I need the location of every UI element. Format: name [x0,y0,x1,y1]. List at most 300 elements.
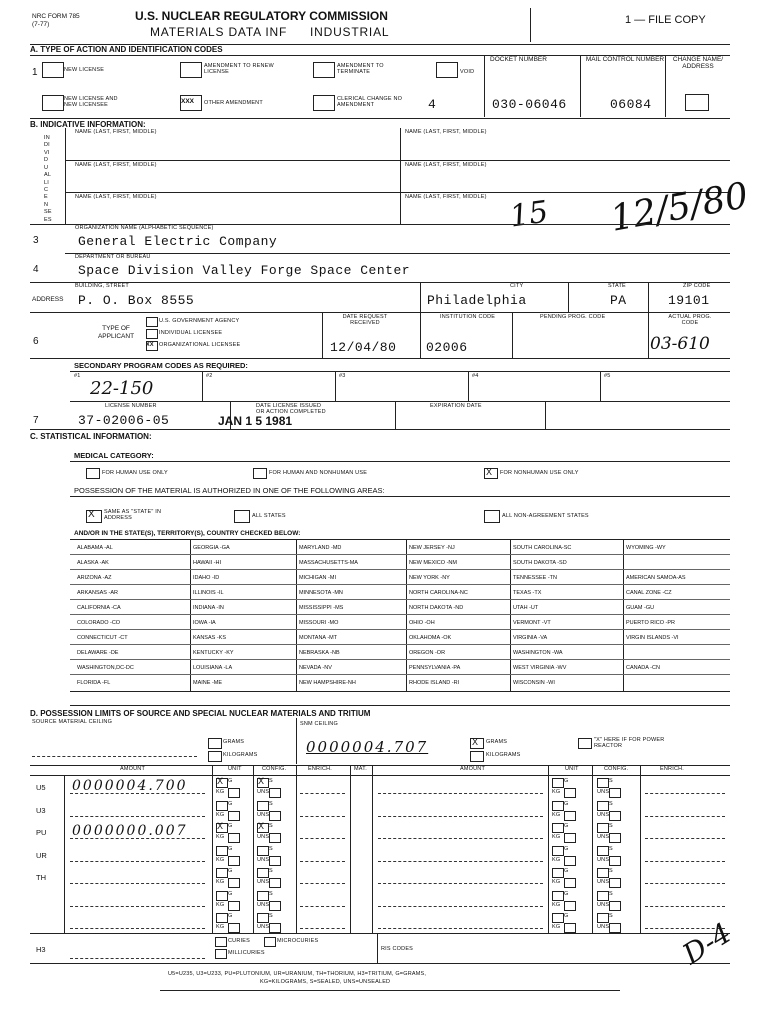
handwritten-date: 12/5/80 [607,175,752,240]
state-option[interactable]: WASHINGTON,DC-DC [77,665,134,671]
snm-grams-label: GRAMS [486,739,508,745]
unit-kilograms-checkbox[interactable] [564,833,576,843]
name-label-2: NAME (LAST, FIRST, MIDDLE) [405,129,487,135]
microcuries-checkbox[interactable] [264,937,276,947]
state-option[interactable]: DELAWARE -DE [77,650,119,656]
unit-grams-checkbox[interactable] [552,823,564,833]
config-unsealed-label: UNS [597,901,610,908]
config-sealed-checkbox[interactable] [597,801,609,811]
unit-grams-label: G [228,778,233,784]
unit-grams-label: G [228,868,233,874]
unit-kilograms-checkbox[interactable] [564,901,576,911]
snm-ceiling-value[interactable]: 0000004.707 [306,738,429,756]
nonhuman-mark: X [486,467,493,477]
source-grams-checkbox[interactable] [208,738,222,749]
all-states-checkbox[interactable] [234,510,250,523]
state-option[interactable]: NORTH DAKOTA -ND [409,605,464,611]
state-option[interactable]: VIRGINIA -VA [513,635,548,641]
name-label-4: NAME (LAST, FIRST, MIDDLE) [405,162,487,168]
unit-kilograms-checkbox[interactable] [228,833,240,843]
material-code: UR [36,850,47,860]
millicuries-label: MILLICURIES [228,950,265,956]
state-option[interactable]: MAINE -ME [193,680,223,686]
unit-kilograms-label: KG [552,879,561,885]
unit-kilograms-checkbox[interactable] [564,923,576,933]
config-unsealed-checkbox[interactable] [609,811,621,821]
copy-label: 1 — FILE COPY [625,14,706,26]
state-option[interactable]: MISSISSIPPI -MS [299,605,344,611]
config-sealed-label: S [609,800,613,807]
state-option[interactable]: RHODE ISLAND -RI [409,680,460,686]
individual-licensee-checkbox[interactable] [146,329,158,339]
unit-kilograms-checkbox[interactable] [564,811,576,821]
footer-legend-1: U5=U235, U3=U233, PU=PLUTONIUM, UR=URANIUM, TH=THORIUM, H3=TRITIUM, G=GRAMS, [168,971,427,977]
col-enrich-right: ENRICH. [660,766,685,772]
state-option[interactable]: TENNESSEE -TN [513,575,558,581]
org-licensee-label: ORGANIZATIONAL LICENSEE [159,342,241,348]
change-name-label: CHANGE NAME/ ADDRESS [672,56,724,70]
state-option[interactable]: MASSACHUSETTS-MA [299,560,358,566]
medical-category-label: MEDICAL CATEGORY: [74,451,154,460]
actual-prog-code[interactable]: 03-610 [650,334,710,354]
state-option[interactable]: GUAM -GU [626,605,655,611]
footer-legend-2: KG=KILOGRAMS, S=SEALED, UNS=UNSEALED [260,979,391,985]
state-option[interactable]: WISCONSIN -WI [513,680,555,686]
power-reactor-label: "X" HERE IF FOR POWER REACTOR [594,737,665,749]
snm-kilograms-checkbox[interactable] [470,751,484,762]
nonhuman-label: FOR NONHUMAN USE ONLY [500,470,579,476]
config-unsealed-checkbox[interactable] [609,856,621,866]
snm-kilograms-label: KILOGRAMS [486,752,521,758]
config-sealed-checkbox[interactable] [257,891,269,901]
state-option[interactable]: TEXAS -TX [513,590,542,596]
config-sealed-label: S [269,823,273,829]
source-kilograms-checkbox[interactable] [208,751,222,762]
org-licensee-mark: XX [146,342,154,348]
new-license-licensee-label: NEW LICENSE AND NEW LICENSEE [64,96,118,108]
corner-annotation: D-4 [676,916,737,971]
state-option[interactable]: NEW JERSEY -NJ [409,545,455,551]
state-option[interactable]: PUERTO RICO -PR [626,620,675,626]
secondary-2-label: #2 [206,373,213,379]
col-unit-right: UNIT [565,766,579,772]
gov-agency-checkbox[interactable] [146,317,158,327]
state-option[interactable]: SOUTH CAROLINA-SC [513,545,572,551]
state-option[interactable]: HAWAII -HI [193,560,222,566]
unit-grams-checkbox[interactable] [552,868,564,878]
material-amount[interactable]: 0000000.007 [72,823,188,839]
secondary-1-value[interactable]: 22-150 [90,378,154,399]
config-unsealed-label: UNS [257,834,270,840]
config-sealed-checkbox[interactable] [597,778,609,788]
config-unsealed-label: UNS [257,811,270,818]
mail-control-label: MAIL CONTROL NUMBER [585,56,665,63]
state-option[interactable]: NEW MEXICO -NM [409,560,457,566]
docket-label: DOCKET NUMBER [490,56,547,63]
state-option[interactable]: VIRGIN ISLANDS -VI [626,635,679,641]
material-amount[interactable]: 0000004.700 [72,778,188,794]
unit-grams-checkbox[interactable] [216,846,228,856]
individual-licensee-label: INDIVIDUAL LICENSEE [159,330,223,336]
state-option[interactable]: SOUTH DAKOTA -SD [513,560,567,566]
config-unsealed-checkbox[interactable] [269,811,281,821]
config-unsealed-label: UNS [257,879,270,885]
col-amount-left: AMOUNT [120,766,146,772]
unit-kilograms-checkbox[interactable] [228,856,240,866]
state-option[interactable]: OHIO -OH [409,620,435,626]
section-a-heading: A. TYPE OF ACTION AND IDENTIFICATION CODES [30,45,223,54]
unit-grams-label: G [564,913,569,919]
void-checkbox[interactable] [436,62,458,78]
config-sealed-label: S [609,868,613,874]
type-of-applicant-label: TYPE OF APPLICANT [97,325,135,340]
department-name[interactable]: Space Division Valley Forge Space Center [78,263,411,278]
col-unit-left: UNIT [228,766,242,772]
amendment-number[interactable]: 4 [428,97,437,112]
config-sealed-label: S [609,778,613,784]
unit-grams-label: G [228,913,233,919]
unit-grams-mark: X [217,821,224,831]
secondary-codes-label: SECONDARY PROGRAM CODES AS REQUIRED: [74,361,248,370]
date-request-received[interactable]: 12/04/80 [330,340,397,355]
unit-kilograms-checkbox[interactable] [564,788,576,798]
material-code: PU [36,828,47,837]
state-option[interactable]: KANSAS -KS [193,635,227,641]
config-sealed-checkbox[interactable] [257,868,269,878]
curies-label: CURIES [228,938,250,944]
col-enrich-left: ENRICH. [308,766,333,772]
config-sealed-mark: X [258,776,265,786]
state-option[interactable]: GEORGIA -GA [193,545,230,551]
state-option[interactable]: WASHINGTON -WA [513,650,563,656]
human-nonhuman-checkbox[interactable] [253,468,267,479]
state-option[interactable]: MISSOURI -MO [299,620,339,626]
unit-kilograms-checkbox[interactable] [564,878,576,888]
actual-prog-label: ACTUAL PROG. CODE [668,314,712,326]
human-use-checkbox[interactable] [86,468,100,479]
form-title: MATERIALS DATA INF [150,25,288,39]
organization-name[interactable]: General Electric Company [78,234,278,249]
city-label: CITY [510,283,524,289]
state-option[interactable]: NORTH CAROLINA-NC [409,590,468,596]
config-unsealed-label: UNS [597,879,610,885]
state-option[interactable]: NEVADA -NV [299,665,332,671]
state-option[interactable]: CONNECTICUT -CT [77,635,128,641]
date-issued-stamp: JAN 1 5 1981 [218,414,293,428]
config-unsealed-checkbox[interactable] [609,923,621,933]
state-option[interactable]: INDIANA -IN [193,605,224,611]
snm-grams-mark: X [472,737,479,747]
unit-grams-label: G [564,845,569,852]
other-amendment-mark: XXX [181,98,195,105]
state-option[interactable]: MARYLAND -MD [299,545,342,551]
state-label: STATE [608,283,626,289]
config-sealed-checkbox[interactable] [257,846,269,856]
institution-code-label: INSTITUTION CODE [440,314,496,320]
unit-grams-mark: X [217,776,224,786]
config-unsealed-checkbox[interactable] [269,833,281,843]
config-unsealed-checkbox[interactable] [609,901,621,911]
config-sealed-label: S [609,913,613,919]
config-sealed-label: S [269,890,273,897]
col-mat: MAT. [354,766,367,772]
power-reactor-checkbox[interactable] [578,738,592,749]
secondary-5-label: #5 [604,373,611,379]
unit-kilograms-label: KG [552,856,561,863]
unit-grams-checkbox[interactable] [552,846,564,856]
signature-initials: 15 [507,194,551,235]
state-option[interactable]: LOUISIANA -LA [193,665,233,671]
and-or-states-label: AND/OR IN THE STATE(S), TERRITORY(S), COUNTRY CHECKED BELOW: [74,530,301,537]
config-unsealed-checkbox[interactable] [269,856,281,866]
unit-kilograms-label: KG [552,924,561,930]
state-option[interactable]: COLORADO -CO [77,620,121,626]
form-date: (7-77) [32,21,50,28]
address-row-label: ADDRESS [32,296,64,303]
unit-kilograms-label: KG [216,811,225,818]
unit-kilograms-label: KG [216,789,225,795]
config-sealed-checkbox[interactable] [257,801,269,811]
row-7-number: 7 [33,415,39,426]
state-option[interactable]: MINNESOTA -MN [299,590,343,596]
unit-grams-checkbox[interactable] [216,891,228,901]
unit-kilograms-label: KG [552,789,561,795]
state-option[interactable]: IOWA -IA [193,620,216,626]
city[interactable]: Philadelphia [427,293,527,308]
state-option[interactable]: UTAH -UT [513,605,539,611]
unit-kilograms-label: KG [552,811,561,818]
org-name-label: ORGANIZATION NAME (ALPHABETIC SEQUENCE) [75,225,214,231]
void-label: VOID [460,69,475,75]
agency-name: U.S. NUCLEAR REGULATORY COMMISSION [135,9,388,23]
name-label-3: NAME (LAST, FIRST, MIDDLE) [75,162,157,168]
col-config-right: CONFIG. [604,766,629,772]
clerical-change-label: CLERICAL CHANGE NO AMENDMENT [337,96,403,108]
config-unsealed-checkbox[interactable] [269,788,281,798]
docket-number[interactable]: 030-06046 [492,97,567,112]
pending-prog-label: PENDING PROG. CODE [540,314,606,320]
state-option[interactable]: CANAL ZONE -CZ [626,590,672,596]
unit-grams-checkbox[interactable] [552,801,564,811]
unit-grams-label: G [564,778,569,784]
state-option[interactable]: OKLAHOMA -OK [409,635,452,641]
config-sealed-label: S [269,913,273,919]
individual-licensees-vertical: INDIVIDUAL LICENSEES [44,135,52,223]
config-sealed-checkbox[interactable] [597,868,609,878]
state-option[interactable]: OREGON -OR [409,650,446,656]
config-sealed-checkbox[interactable] [597,823,609,833]
config-unsealed-label: UNS [597,856,610,863]
state-option[interactable]: AMERICAN SAMOA-AS [626,575,686,581]
unit-kilograms-checkbox[interactable] [228,878,240,888]
config-unsealed-checkbox[interactable] [269,901,281,911]
unit-grams-label: G [564,823,569,829]
unit-grams-label: G [228,800,233,807]
config-unsealed-checkbox[interactable] [609,788,621,798]
human-nonhuman-label: FOR HUMAN AND NONHUMAN USE [269,470,368,476]
config-sealed-checkbox[interactable] [597,891,609,901]
material-code: U5 [36,783,46,792]
date-request-label: DATE REQUEST RECEIVED [342,314,388,326]
material-code: U3 [36,805,46,815]
unit-kilograms-label: KG [216,879,225,885]
config-unsealed-label: UNS [597,811,610,818]
form-number: NRC FORM 785 [32,13,80,20]
unit-grams-checkbox[interactable] [552,913,564,923]
amend-renew-checkbox[interactable] [180,62,202,78]
unit-kilograms-label: KG [216,901,225,908]
form-title-tail: INDUSTRIAL [310,25,390,39]
same-as-state-mark: X [88,509,95,520]
config-sealed-label: S [609,890,613,897]
all-non-agreement-checkbox[interactable] [484,510,500,523]
config-sealed-label: S [609,823,613,829]
amend-terminate-checkbox[interactable] [313,62,335,78]
new-license-licensee-checkbox[interactable] [42,95,64,111]
h3-label: H3 [36,945,46,954]
zip-code[interactable]: 19101 [668,293,710,308]
building-label: BUILDING, STREET [75,283,129,289]
amend-terminate-label: AMENDMENT TO TERMINATE [337,63,384,75]
source-kilograms-label: KILOGRAMS [223,752,258,758]
unit-grams-checkbox[interactable] [552,778,564,788]
all-non-agreement-label: ALL NON-AGREEMENT STATES [502,513,589,519]
config-unsealed-checkbox[interactable] [609,833,621,843]
config-unsealed-checkbox[interactable] [269,878,281,888]
state-option[interactable]: CANADA -CN [626,665,660,671]
state-option[interactable]: ARIZONA -AZ [77,575,112,581]
config-unsealed-label: UNS [597,834,610,840]
unit-kilograms-label: KG [216,856,225,863]
name-label-5: NAME (LAST, FIRST, MIDDLE) [75,194,157,200]
secondary-4-label: #4 [472,373,479,379]
mail-control-number[interactable]: 06084 [610,97,652,112]
config-sealed-label: S [269,778,273,784]
same-as-state-label: SAME AS "STATE" IN ADDRESS [104,509,162,521]
state-option[interactable]: ALABAMA -AL [77,545,113,551]
zip-label: ZIP CODE [683,283,711,289]
state-option[interactable]: MICHIGAN -MI [299,575,336,581]
human-use-label: FOR HUMAN USE ONLY [102,470,168,476]
state-option[interactable]: NEBRASKA -NB [299,650,340,656]
config-sealed-checkbox[interactable] [597,913,609,923]
unit-kilograms-checkbox[interactable] [564,856,576,866]
source-ceiling-label: SOURCE MATERIAL CEILING [32,719,113,725]
state-option[interactable]: ARKANSAS -AR [77,590,118,596]
institution-code[interactable]: 02006 [426,340,468,355]
col-config-left: CONFIG. [262,766,287,772]
unit-kilograms-checkbox[interactable] [228,901,240,911]
unit-kilograms-checkbox[interactable] [228,788,240,798]
unit-grams-checkbox[interactable] [552,891,564,901]
unit-grams-label: G [228,823,233,829]
name-label-6: NAME (LAST, FIRST, MIDDLE) [405,194,487,200]
state-option[interactable]: ILLINOIS -IL [193,590,224,596]
state-option[interactable]: NEW YORK -NY [409,575,450,581]
config-sealed-mark: X [258,821,265,831]
state-option[interactable]: FLORIDA -FL [77,680,111,686]
unit-grams-checkbox[interactable] [216,913,228,923]
material-code: TH [36,873,46,882]
license-number[interactable]: 37-02006-05 [78,413,170,428]
row-1-number: 1 [32,67,38,78]
expiration-label: EXPIRATION DATE [430,403,482,409]
new-license-checkbox[interactable] [42,62,64,78]
config-sealed-label: S [609,845,613,852]
microcuries-label: MICROCURIES [277,938,319,944]
config-unsealed-label: UNS [597,789,610,795]
state-option[interactable]: ALASKA -AK [77,560,109,566]
gov-agency-label: U.S. GOVERNMENT AGENCY [159,318,240,324]
config-unsealed-label: UNS [597,924,610,930]
unit-kilograms-checkbox[interactable] [228,923,240,933]
curies-checkbox[interactable] [215,937,227,947]
config-unsealed-label: UNS [257,924,270,930]
unit-kilograms-label: KG [216,834,225,840]
possession-label: POSSESSION OF THE MATERIAL IS AUTHORIZED IN ONE OF THE FOLLOWING AREAS: [74,486,385,495]
new-license-label: NEW LICENSE [64,67,105,73]
unit-grams-checkbox[interactable] [216,868,228,878]
unit-grams-label: G [228,890,233,897]
state-option[interactable]: VERMONT -VT [513,620,551,626]
change-name-checkbox[interactable] [685,94,709,111]
unit-grams-label: G [228,845,233,852]
unit-kilograms-checkbox[interactable] [228,811,240,821]
building-street[interactable]: P. O. Box 8555 [78,293,195,308]
config-sealed-checkbox[interactable] [597,846,609,856]
config-sealed-checkbox[interactable] [257,913,269,923]
millicuries-checkbox[interactable] [215,949,227,959]
state[interactable]: PA [610,293,627,308]
state-option[interactable]: WYOMING -WY [626,545,666,551]
row-4-number: 4 [33,264,39,275]
unit-grams-checkbox[interactable] [216,801,228,811]
row-3-number: 3 [33,235,39,246]
state-option[interactable]: IDAHO -ID [193,575,220,581]
config-unsealed-checkbox[interactable] [269,923,281,933]
all-states-label: ALL STATES [252,513,286,519]
config-sealed-label: S [269,800,273,807]
config-sealed-label: S [269,868,273,874]
clerical-change-checkbox[interactable] [313,95,335,111]
state-option[interactable]: PENNSYLVANIA -PA [409,665,461,671]
state-option[interactable]: WEST VIRGINIA -WV [513,665,567,671]
config-unsealed-checkbox[interactable] [609,878,621,888]
section-c-heading: C. STATISTICAL INFORMATION: [30,432,152,441]
state-option[interactable]: CALIFORNIA -CA [77,605,121,611]
date-issued-label: DATE LICENSE ISSUED OR ACTION COMPLETED [256,403,326,415]
row-6-number: 6 [33,336,39,347]
section-b-heading: B. INDICATIVE INFORMATION: [30,120,146,129]
unit-kilograms-label: KG [552,834,561,840]
secondary-3-label: #3 [339,373,346,379]
amend-renew-label: AMENDMENT TO RENEW LICENSE [204,63,274,75]
config-unsealed-label: UNS [257,901,270,908]
unit-grams-label: G [564,868,569,874]
unit-grams-label: G [564,890,569,897]
secondary-1-label: #1 [74,373,81,379]
other-amendment-label: OTHER AMENDMENT [204,100,263,106]
config-unsealed-label: UNS [257,856,270,863]
unit-kilograms-label: KG [552,901,561,908]
unit-kilograms-label: KG [216,924,225,930]
name-label-1: NAME (LAST, FIRST, MIDDLE) [75,129,157,135]
col-amount-right: AMOUNT [460,766,486,772]
state-option[interactable]: NEW HAMPSHIRE-NH [299,680,356,686]
ris-codes-label: RIS CODES [381,946,414,952]
state-option[interactable]: MONTANA -MT [299,635,338,641]
state-option[interactable]: KENTUCKY -KY [193,650,234,656]
